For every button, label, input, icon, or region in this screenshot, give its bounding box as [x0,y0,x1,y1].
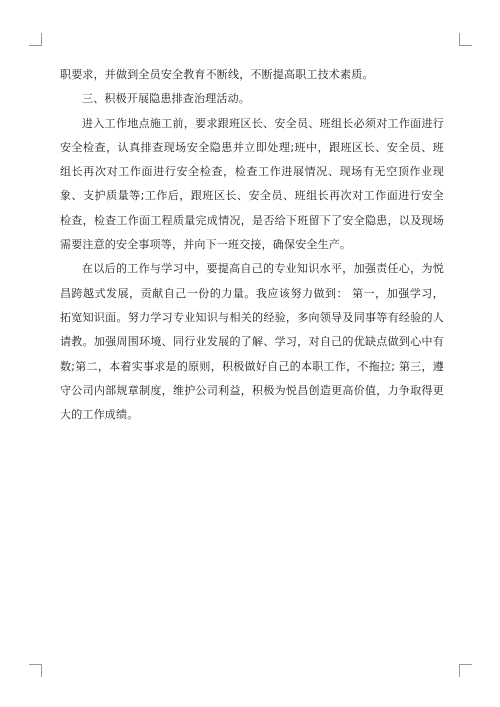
crop-mark-top-left [29,33,42,46]
section-heading: 三、积极开展隐患排查治理活动。 [82,92,250,106]
paragraph-continuation: 职要求，并做到全员安全教育不断线，不断提高职工技术素质。 [60,68,374,81]
paragraph-future-work: 在以后的工作与学习中，要提高自己的专业知识水平，加强责任心，为悦昌跨越式发展，贡献自己一份的力量。我应该努力做到： 第一，加强学习，拓宽知识面。努力学习专业知识与相关的经验，多向领导及同事等有经验的人请教。加强周围环境、同行业发展的了解、学习，对自己的优缺点做到心中有数;第二，本着实事求是的原则，积极做好自己的本职工作，不拖拉; 第三，遵守公司内部规章制度，维护公司利益，积极为悦昌创造更高价值，力争取得更大的工作成绩。 [60,262,444,422]
crop-mark-bottom-left [29,664,42,677]
paragraph-inspection: 进入工作地点施工前，要求跟班区长、安全员、班组长必须对工作面进行安全检查，认真排查现场安全隐患并立即处理;班中，跟班区长、安全员、班组长再次对工作面进行安全检查，检查工作进展情况、现场有无空顶作业现象、支护质量等;工作后，跟班区长、安全员、班组长再次对工作面进行安全检查，检查工作面工程质量完成情况，是否给下班留下了安全隐患，以及现场需要注意的安全事项等，并向下一班交接，确保安全生产。 [60,116,444,252]
crop-mark-bottom-right [459,664,472,677]
crop-mark-top-right [459,33,472,46]
document-body [60,63,444,427]
